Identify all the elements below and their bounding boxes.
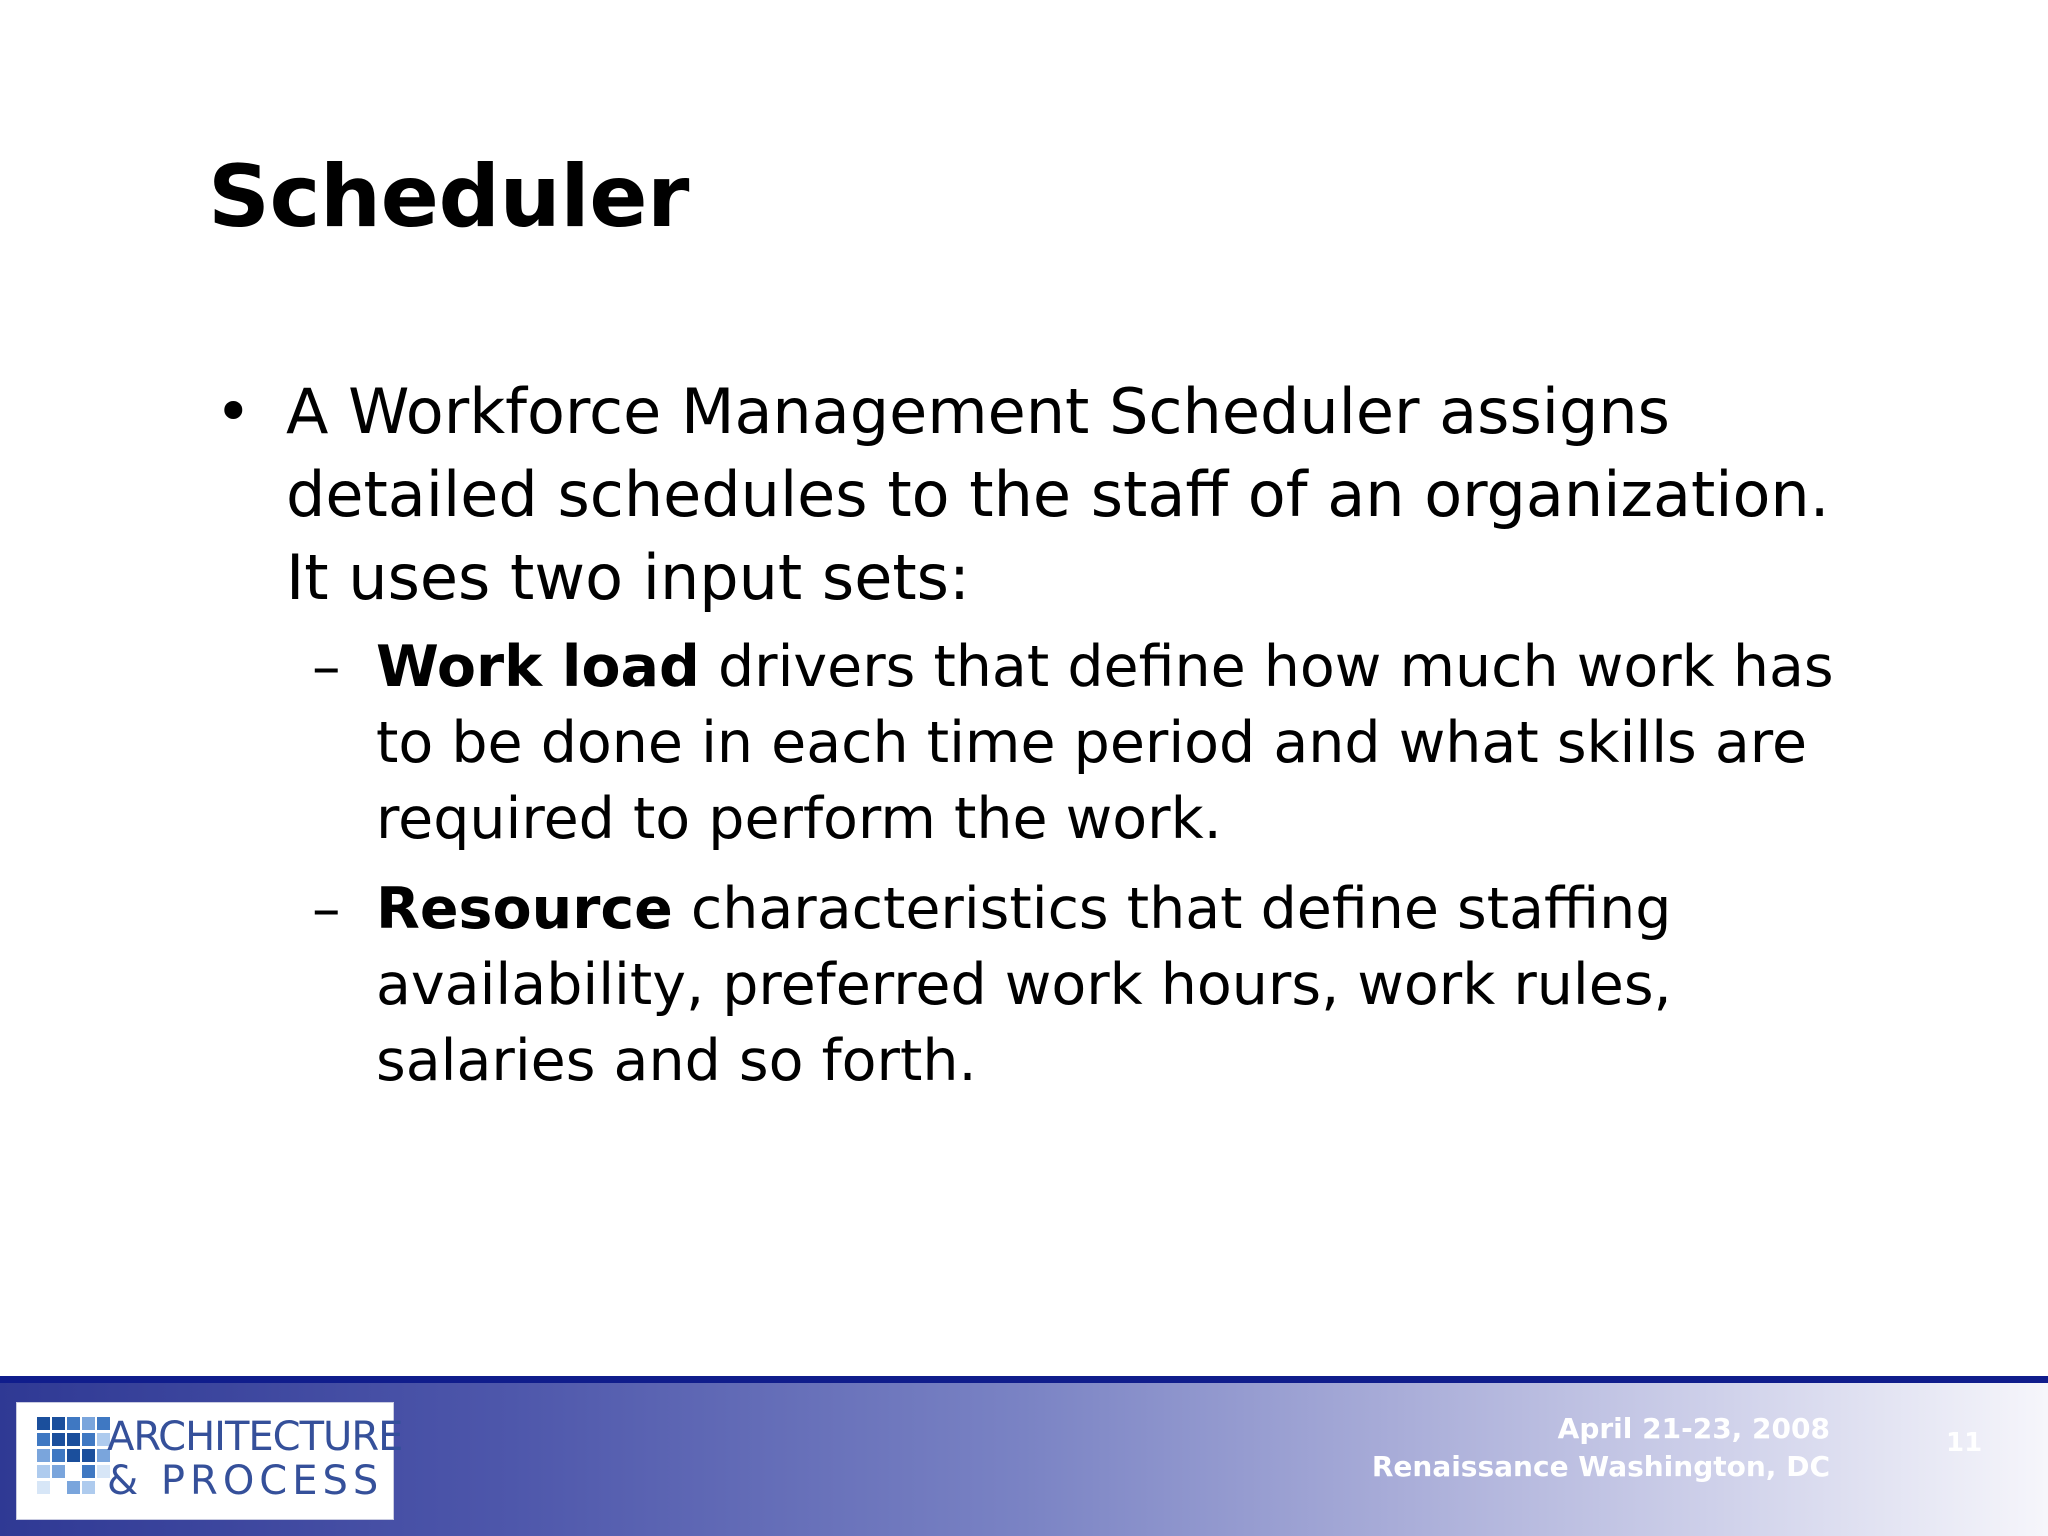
bullet-item (210, 370, 1870, 619)
slide-title: Scheduler (208, 147, 689, 247)
bullet-text: A Workforce Management Scheduler assigns detailed schedules to the staff of an organization. It uses two input sets: (286, 375, 1830, 614)
logo-mosaic-cell (82, 1417, 95, 1430)
logo-line-2: & PROCESS (107, 1458, 384, 1504)
subitem-resource (210, 871, 1870, 1099)
logo-mosaic-cell (82, 1449, 95, 1462)
logo-mosaic-cell (67, 1417, 80, 1430)
logo-mosaic-cell (82, 1481, 95, 1494)
logo-mosaic-cell (52, 1465, 65, 1478)
subitem-workload (210, 629, 1870, 857)
architecture-process-logo (16, 1402, 403, 1520)
logo-mosaic-cell (52, 1417, 65, 1430)
dash-icon: – (312, 634, 341, 700)
logo-mosaic-cell (37, 1449, 50, 1462)
logo-grid-icon (37, 1417, 109, 1497)
logo-mosaic-cell (37, 1465, 50, 1478)
footer-divider (0, 1376, 2048, 1383)
subitem-text: drivers that define how much work has to be done in each time period and what skills are required to perform the work. (376, 634, 1834, 852)
logo-mosaic-cell (52, 1449, 65, 1462)
dash-icon: – (312, 876, 341, 942)
bullet-dot-icon: • (215, 375, 252, 448)
subitem-bold-term: Work load (376, 634, 700, 700)
logo-mosaic-cell (37, 1433, 50, 1446)
logo-mosaic-cell (67, 1449, 80, 1462)
subitem-text: characteristics that define staffing availability, preferred work hours, work rules, salaries and so forth. (376, 876, 1672, 1094)
event-venue: Renaissance Washington, DC (1371, 1450, 1830, 1483)
logo-mosaic-cell (82, 1465, 95, 1478)
subitem-bold-term: Resource (376, 876, 673, 942)
page-number: 11 (1946, 1428, 1983, 1458)
event-info (1372, 1410, 1830, 1486)
logo-mosaic-cell (67, 1481, 80, 1494)
logo-mosaic-cell (67, 1433, 80, 1446)
logo-mosaic-cell (82, 1433, 95, 1446)
logo-line-1: ARCHITECTURE (107, 1414, 403, 1460)
slide-footer (0, 1376, 2048, 1536)
slide-body (210, 370, 1870, 1113)
logo-mosaic-cell (52, 1433, 65, 1446)
event-dates: April 21-23, 2008 (1557, 1412, 1830, 1445)
logo-mosaic-cell (37, 1417, 50, 1430)
logo-mosaic-cell (37, 1481, 50, 1494)
